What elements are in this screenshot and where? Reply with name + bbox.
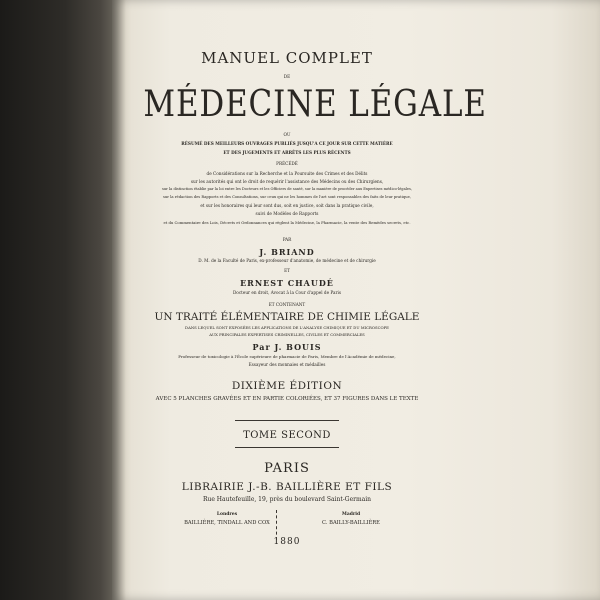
desc-line: sur la distinction établie par la loi entre les Docteurs et les Officiers de santé, sur la manière de procéder aux Expertises médico-légales,	[161, 187, 413, 191]
book-spine-shadow	[0, 0, 118, 600]
author-bouis-desc-2: Essayeur des monnaies et médailles	[248, 362, 326, 367]
column-separator	[276, 510, 277, 540]
header-de: DE	[283, 74, 291, 79]
divider-rule	[235, 420, 339, 421]
ou-label: OU	[283, 132, 291, 137]
edition-label: DIXIÈME ÉDITION	[231, 380, 343, 392]
publication-year: 1880	[273, 537, 301, 547]
resume-line-1: RÉSUMÉ DES MEILLEURS OUVRAGES PUBLIÉS JUSQU'A CE JOUR SUR CETTE MATIÈRE	[181, 141, 393, 146]
edition-sub: AVEC 5 PLANCHES GRAVÉES ET EN PARTIE COLORIÉES, ET 37 FIGURES DANS LE TEXTE	[155, 396, 419, 402]
author-briand-desc: D. M. de la Faculté de Paris, ex-professeur d'anatomie, de médecine et de chirurgie	[198, 258, 376, 263]
author-briand: J. BRIAND	[259, 247, 315, 257]
publisher-name: LIBRAIRIE J.-B. BAILLIÈRE ET FILS	[181, 481, 393, 493]
divider-rule	[235, 447, 339, 448]
desc-line: et sur les honoraires qui leur sont dus, soit en justice, soit dans la pratique civile,	[200, 203, 374, 208]
tome-label: TOME SECOND	[243, 430, 331, 441]
author-chaude-desc: Docteur en droit, Avocat à la Cour d'appel de Paris	[232, 290, 342, 295]
city-label: PARIS	[264, 461, 310, 476]
desc-line: suivi de Modèles de Rapports	[255, 211, 319, 216]
author-bouis-desc-1: Professeur de toxicologie à l'École supérieure de pharmacie de Paris, Membre de l'Académie de médecine,	[178, 354, 396, 359]
traite-title: UN TRAITÉ ÉLÉMENTAIRE DE CHIMIE LÉGALE	[154, 311, 420, 323]
london-label: Londres	[216, 512, 238, 517]
traite-sub-1: DANS LEQUEL SONT EXPOSÉES LES APPLICATIONS DE L'ANALYSE CHIMIQUE ET DU MICROSCOPE	[185, 325, 389, 330]
resume-line-2: ET DES JUGEMENTS ET ARRÊTS LES PLUS RÉCENTS	[223, 150, 351, 155]
desc-line: sur la rédaction des Rapports et des Consultations, sur ceux qui ne les hommes de l'art sont responsables des faits de leur pratique,	[163, 195, 411, 199]
publisher-address: Rue Hautefeuille, 19, près du boulevard Saint-Germain	[202, 496, 372, 503]
par-label: PAR	[282, 237, 292, 242]
desc-line: sur les autorités qui ont le droit de requérir l'assistance des Médecins ou des Chirurgiens,	[190, 179, 384, 184]
author-bouis: Par J. BOUIS	[252, 342, 322, 352]
london-publisher: BAILLIÈRE, TINDALL AND COX	[184, 520, 270, 526]
header-line: MANUEL COMPLET	[201, 49, 373, 67]
contenant-label: ET CONTENANT	[268, 302, 306, 307]
desc-line: et du Commentaire des Lois, Décrets et Ordonnances qui règlent la Médecine, la Pharmacie, la vente des Remèdes secrets, etc.	[163, 220, 411, 225]
traite-sub-2: AUX PRINCIPALES EXPERTISES CRIMINELLES, CIVILES ET COMMERCIALES	[209, 332, 365, 337]
main-title: MÉDECINE LÉGALE	[143, 84, 487, 125]
et-label: ET	[284, 268, 290, 273]
madrid-label: Madrid	[341, 512, 361, 517]
title-page-content	[120, 0, 487, 600]
author-chaude: ERNEST CHAUDÉ	[240, 278, 334, 288]
precede-label: PRÉCÉDÉ	[276, 161, 298, 166]
desc-line: de Considérations sur la Recherche et la Poursuite des Crimes et des Délits	[206, 171, 368, 176]
madrid-publisher: C. BAILLY-BAILLIÈRE	[322, 520, 380, 526]
